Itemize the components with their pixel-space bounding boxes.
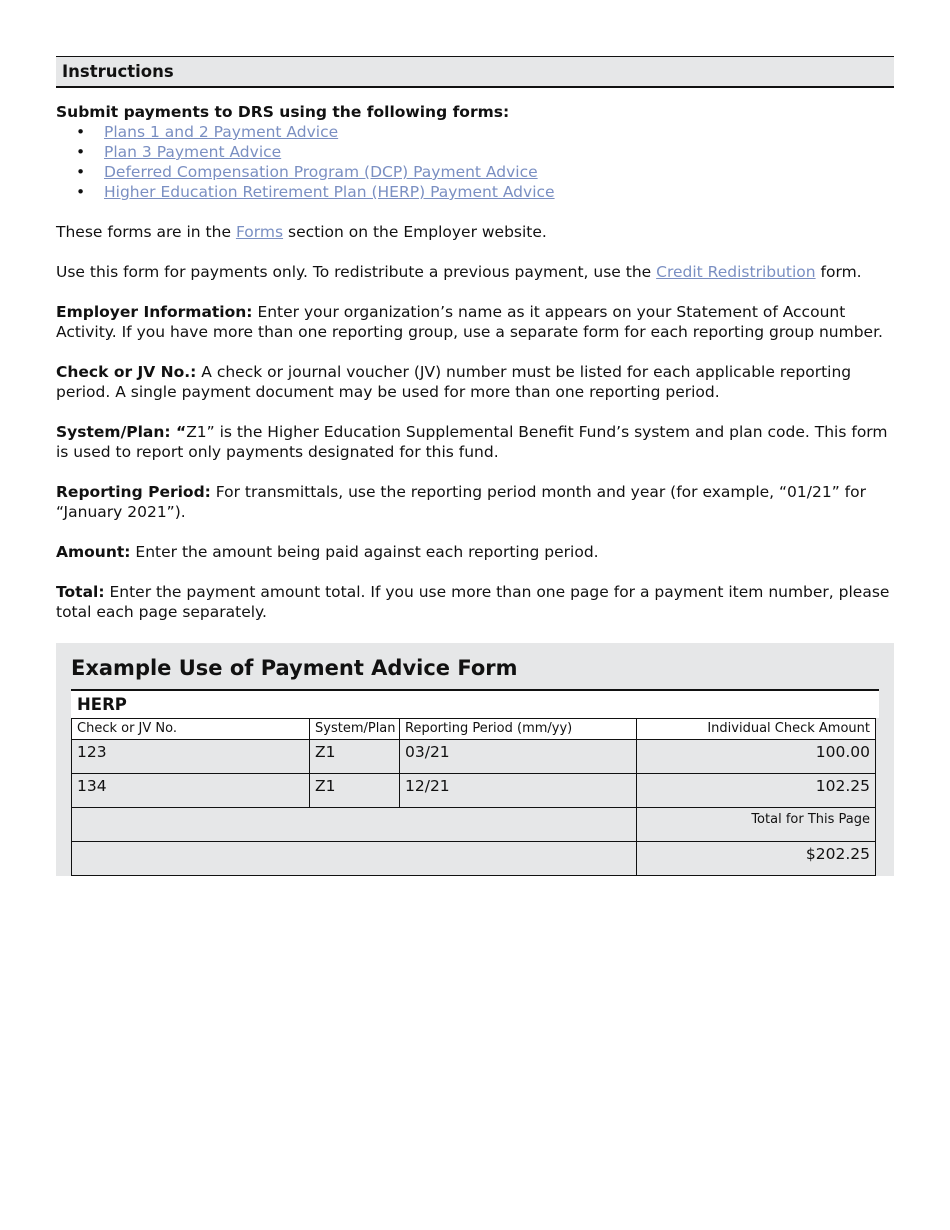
list-item — [56, 122, 894, 142]
forms-note: These forms are in the Forms section on the Employer website. — [56, 223, 547, 241]
intro-text: Submit payments to DRS using the following forms: — [56, 103, 510, 121]
column-header-system: System/Plan — [310, 719, 400, 740]
system-cell: Z1 — [310, 740, 400, 774]
employer-information-section: Employer Information: Enter your organization’s name as it appears on your Statement of Account Activity. If you have more than one reporting group, use a separate form for each reporting group number. — [56, 303, 883, 341]
table-row — [72, 740, 876, 774]
period-cell: 03/21 — [400, 740, 637, 774]
example-table — [71, 718, 876, 876]
credit-redistribution-link[interactable]: Credit Redistribution — [656, 263, 816, 281]
total-value: $202.25 — [637, 842, 876, 876]
example-panel — [56, 643, 894, 876]
amount-section: Amount: Enter the amount being paid against each reporting period. — [56, 543, 599, 561]
herp-table-title: HERP — [71, 689, 879, 718]
link-dcp-payment-advice[interactable]: Deferred Compensation Program (DCP) Payment Advice — [104, 163, 538, 181]
list-item — [56, 162, 894, 182]
list-item — [56, 182, 894, 202]
check-jv-section: Check or JV No.: A check or journal voucher (JV) number must be listed for each applicable reporting period. A single payment document may be used for more than one reporting period. — [56, 363, 852, 401]
column-header-check: Check or JV No. — [72, 719, 310, 740]
table-header-row — [72, 719, 876, 740]
period-cell: 12/21 — [400, 774, 637, 808]
total-label-row — [72, 808, 876, 842]
example-title: Example Use of Payment Advice Form — [71, 656, 518, 680]
check-cell: 134 — [72, 774, 310, 808]
link-plan-3-payment-advice[interactable]: Plan 3 Payment Advice — [104, 143, 282, 161]
instructions-page — [56, 56, 894, 622]
instructions-header: Instructions — [56, 56, 894, 88]
link-plans-1-2-payment-advice[interactable]: Plans 1 and 2 Payment Advice — [104, 123, 339, 141]
total-label: Total for This Page — [637, 808, 876, 842]
total-value-row — [72, 842, 876, 876]
column-header-period: Reporting Period (mm/yy) — [400, 719, 637, 740]
total-section: Total: Enter the payment amount total. If you use more than one page for a payment item number, please total each page separately. — [56, 583, 890, 621]
amount-cell: 102.25 — [637, 774, 876, 808]
system-plan-section: System/Plan: “Z1” is the Higher Education Supplemental Benefit Fund’s system and plan code. This form is used to report only payments designated for this fund. — [56, 423, 888, 461]
system-cell: Z1 — [310, 774, 400, 808]
forms-link[interactable]: Forms — [235, 223, 284, 241]
list-item — [56, 142, 894, 162]
use-note: Use this form for payments only. To redistribute a previous payment, use the Credit Redistribution form. — [56, 263, 862, 281]
column-header-amount: Individual Check Amount — [637, 719, 876, 740]
reporting-period-section: Reporting Period: For transmittals, use the reporting period month and year (for example, “01/21” for “January 2021”). — [56, 483, 866, 521]
link-herp-payment-advice[interactable]: Higher Education Retirement Plan (HERP) Payment Advice — [104, 183, 555, 201]
table-row — [72, 774, 876, 808]
forms-list — [56, 122, 894, 202]
check-cell: 123 — [72, 740, 310, 774]
amount-cell: 100.00 — [637, 740, 876, 774]
